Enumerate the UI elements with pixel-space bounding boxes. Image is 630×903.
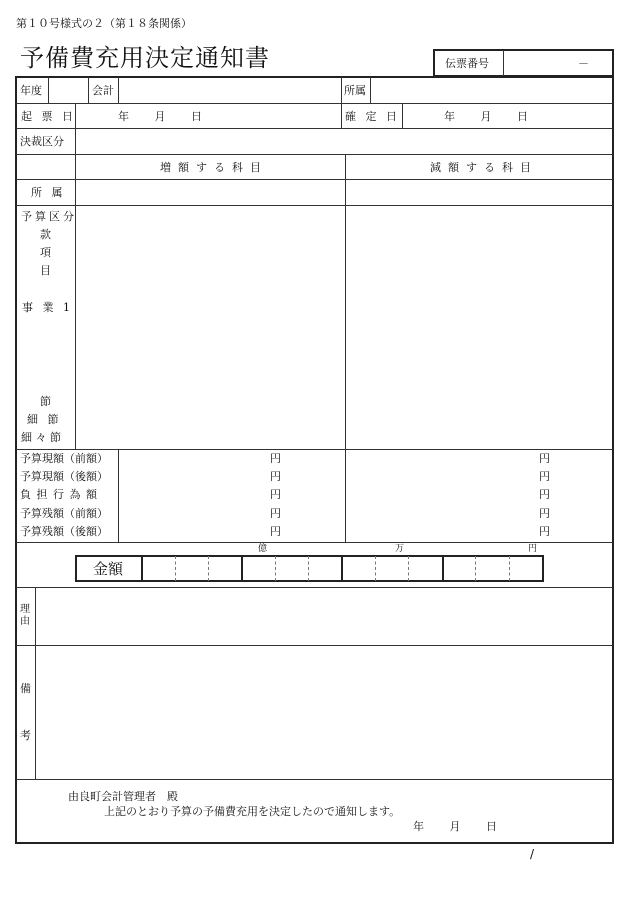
kakuteibi-label: 確 定 日 — [345, 110, 400, 123]
amount-row-label: 負 担 行 為 額 — [20, 488, 98, 501]
amount-row-label: 予算現額（前額） — [20, 452, 108, 465]
page-title: 予備費充用決定通知書 — [20, 44, 270, 72]
yen-unit: 円 — [270, 525, 281, 538]
saisaisetsu-label: 細 々 節 — [21, 431, 61, 444]
yen-unit: 円 — [270, 507, 281, 520]
increase-budget-area[interactable] — [76, 206, 344, 448]
kihyobi-label: 起 票 日 — [21, 110, 76, 123]
kessai-label: 決裁区分 — [20, 135, 64, 148]
shozoku-label-top: 所属 — [344, 84, 366, 97]
notice-message: 上記のとおり予算の予備費充用を決定したので通知します。 — [104, 805, 401, 818]
addressee: 由良町会計管理者 殿 — [68, 790, 178, 803]
riyu-label: 理由 — [20, 604, 30, 627]
setsu-label: 節 — [40, 395, 51, 408]
yen-unit: 円 — [539, 525, 550, 538]
yen-unit: 円 — [539, 507, 550, 520]
amount-row-label: 予算現額（後額） — [20, 470, 108, 483]
kan-label: 款 — [40, 228, 51, 241]
kaikei-field[interactable] — [119, 78, 340, 102]
kingaku-field[interactable] — [142, 557, 542, 580]
decrease-shozoku-field[interactable] — [346, 180, 612, 204]
yen-unit: 円 — [270, 452, 281, 465]
biko-label-bi: 備 — [20, 682, 31, 695]
jigyo-label: 事 業 1 — [22, 301, 73, 314]
kessai-field[interactable] — [76, 129, 612, 153]
increase-shozoku-field[interactable] — [76, 180, 344, 204]
page-mark: / — [530, 847, 535, 861]
increase-header: 増額する科目 — [160, 161, 268, 174]
denpyo-label: 伝票番号 — [445, 57, 489, 70]
kaikei-label: 会計 — [92, 84, 114, 97]
moku-label: 目 — [40, 264, 51, 277]
nendo-field[interactable] — [49, 78, 87, 102]
oku-marker: 億 — [258, 544, 268, 554]
decrease-header: 減額する科目 — [430, 161, 538, 174]
yosan-kubun-label: 予算区分 — [21, 210, 77, 223]
kakutei-date[interactable]: 年 月 日 — [444, 110, 528, 123]
kou-label: 項 — [40, 246, 51, 259]
amount-row-label: 予算残額（前額） — [20, 507, 108, 520]
shozoku-label: 所 属 — [31, 186, 66, 199]
yen-unit: 円 — [539, 488, 550, 501]
riyu-field[interactable] — [36, 588, 612, 644]
kihyo-date[interactable]: 年 月 日 — [118, 110, 202, 123]
denpyo-value[interactable]: － — [578, 57, 589, 70]
nendo-label: 年度 — [20, 84, 42, 97]
biko-label-ko: 考 — [20, 729, 31, 742]
shozoku-field[interactable] — [371, 78, 612, 102]
yen-unit: 円 — [270, 488, 281, 501]
yen-unit: 円 — [539, 452, 550, 465]
yen-unit: 円 — [270, 470, 281, 483]
kingaku-label: 金額 — [93, 560, 124, 578]
form-number: 第１０号様式の２（第１８条関係） — [16, 17, 192, 30]
man-marker: 万 — [395, 544, 405, 554]
biko-field[interactable] — [36, 646, 612, 778]
notice-date: 年 月 日 — [413, 820, 497, 833]
yen-unit: 円 — [539, 470, 550, 483]
amount-row-label: 予算残額（後額） — [20, 525, 108, 538]
en-marker: 円 — [528, 544, 538, 554]
saisetsu-label: 細 節 — [27, 413, 62, 426]
decrease-budget-area[interactable] — [346, 206, 612, 448]
